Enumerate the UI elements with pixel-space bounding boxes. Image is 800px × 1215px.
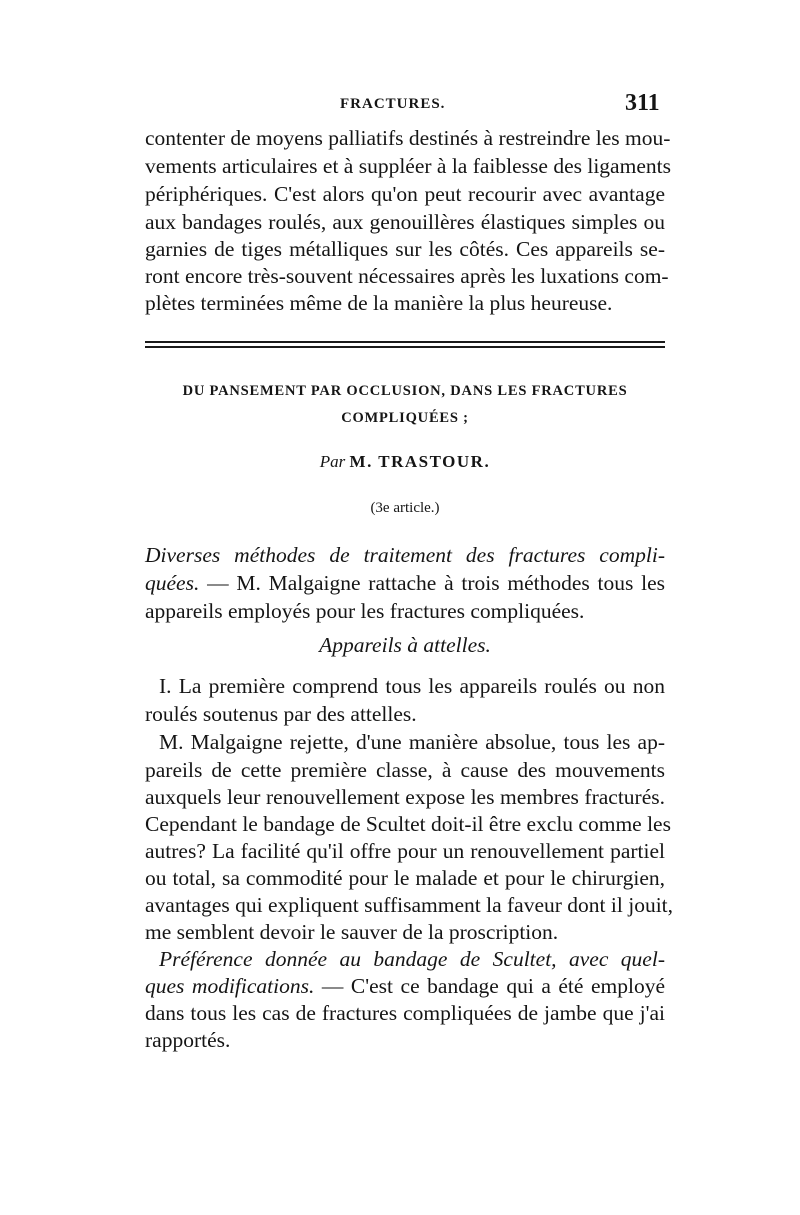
byline-prefix: Par xyxy=(319,452,346,471)
section-heading-italic: Préférence donnée au bandage de Scultet, avec quel- xyxy=(159,947,665,971)
body-text: — M. Malgaigne rattache à trois méthodes tous les xyxy=(199,571,665,595)
section-divider-rule xyxy=(145,341,665,343)
body-line xyxy=(145,570,665,596)
author-name: M. TRASTOUR. xyxy=(349,452,491,471)
section-divider-rule xyxy=(145,346,665,348)
body-line: ou total, sa commodité pour le malade et pour le chirurgien, xyxy=(145,866,665,890)
body-line: autres? La facilité qu'il offre pour un renouvellement partiel xyxy=(145,839,665,863)
continuation-line: aux bandages roulés, aux genouillères élastiques simples ou xyxy=(145,210,665,234)
article-title-continued: COMPLIQUÉES ; xyxy=(341,410,469,426)
page-number: 311 xyxy=(625,90,660,116)
body-line: me semblent devoir le sauver de la proscription. xyxy=(145,920,559,944)
body-line: dans tous les cas de fractures compliquées de jambe que j'ai xyxy=(145,1001,665,1025)
continuation-line: périphériques. C'est alors qu'on peut recourir avec avantage xyxy=(145,182,665,206)
article-byline xyxy=(145,452,665,472)
body-line: avantages qui expliquent suffisamment la faveur dont il jouit, xyxy=(145,893,674,917)
body-line: appareils employés pour les fractures compliquées. xyxy=(145,599,585,623)
body-line xyxy=(145,973,665,999)
running-header-title: FRACTURES. xyxy=(340,96,446,112)
body-line: I. La première comprend tous les appareils roulés ou non xyxy=(159,674,665,698)
section-heading-italic-end: quées. xyxy=(145,571,200,595)
subheading: Appareils à attelles. xyxy=(319,633,491,657)
continuation-line: contenter de moyens palliatifs destinés à restreindre les mou- xyxy=(145,126,671,150)
body-line: auxquels leur renouvellement expose les membres fracturés. xyxy=(145,785,665,809)
continuation-line: ront encore très-souvent nécessaires après les luxations com- xyxy=(145,264,669,288)
body-line: Cependant le bandage de Scultet doit-il être exclu comme les xyxy=(145,812,671,836)
section-heading-italic-end: ques modifications. xyxy=(145,974,315,998)
continuation-line: vements articulaires et à suppléer à la faiblesse des ligaments xyxy=(145,154,671,178)
continuation-line: garnies de tiges métalliques sur les côtés. Ces appareils se- xyxy=(145,237,665,261)
article-title: DU PANSEMENT PAR OCCLUSION, DANS LES FRACTURES xyxy=(182,383,628,399)
section-heading-italic: Diverses méthodes de traitement des fractures compli- xyxy=(145,543,665,567)
body-line: roulés soutenus par des attelles. xyxy=(145,702,417,726)
body-line: pareils de cette première classe, à cause des mouvements xyxy=(145,758,665,782)
body-text: — C'est ce bandage qui a été employé xyxy=(314,974,666,998)
article-number: (3e article.) xyxy=(370,500,440,516)
body-line: M. Malgaigne rejette, d'une manière absolue, tous les ap- xyxy=(159,730,665,754)
body-line: rapportés. xyxy=(145,1028,231,1052)
continuation-line: plètes terminées même de la manière la plus heureuse. xyxy=(145,291,613,315)
